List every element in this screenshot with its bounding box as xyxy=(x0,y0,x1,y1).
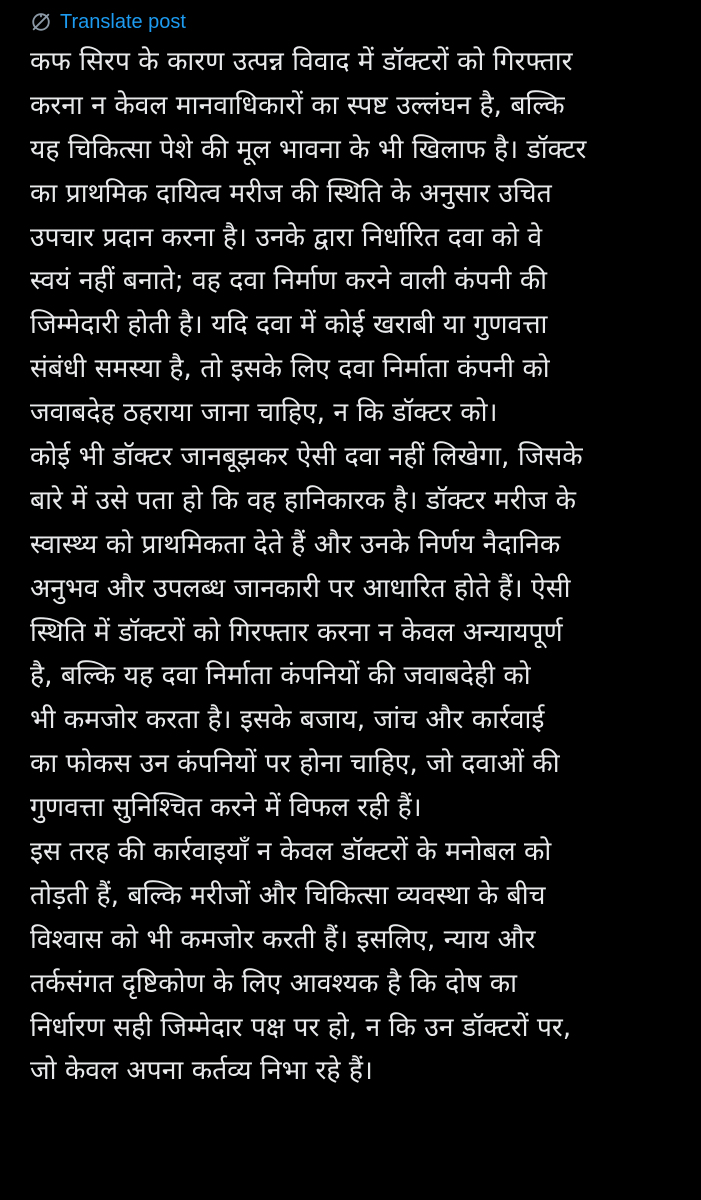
post-text-line: अनुभव और उपलब्ध जानकारी पर आधारित होते हैं। ऐसी xyxy=(30,572,571,604)
translate-post-link[interactable] xyxy=(30,8,186,36)
post-text-line: तर्कसंगत दृष्टिकोण के लिए आवश्यक है कि दोष का xyxy=(30,967,517,999)
post-text-line: स्वास्थ्य को प्राथमिकता देते हैं और उनके निर्णय नैदानिक xyxy=(30,528,561,560)
globe-icon xyxy=(30,11,52,33)
post-text-line: है, बल्कि यह दवा निर्माता कंपनियों की जवाबदेही को xyxy=(30,660,531,692)
post-text-line: स्थिति में डॉक्टरों को गिरफ्तार करना न केवल अन्यायपूर्ण xyxy=(30,616,563,648)
translate-post-label: Translate post xyxy=(60,11,186,33)
post-text-line: का प्राथमिक दायित्व मरीज की स्थिति के अनुसार उचित xyxy=(30,177,552,209)
post-text-line: कोई भी डॉक्टर जानबूझकर ऐसी दवा नहीं लिखेगा, जिसके xyxy=(30,441,583,473)
post-text-line: संबंधी समस्या है, तो इसके लिए दवा निर्माता कंपनी को xyxy=(30,353,550,385)
post-text-line: निर्धारण सही जिम्मेदार पक्ष पर हो, न कि उन डॉक्टरों पर, xyxy=(30,1011,572,1043)
post-text-line: जवाबदेह ठहराया जाना चाहिए, न कि डॉक्टर को। xyxy=(30,397,498,429)
post-text-line: इस तरह की कार्रवाइयाँ न केवल डॉक्टरों के मनोबल को xyxy=(30,836,552,868)
post-text-line: का फोकस उन कंपनियों पर होना चाहिए, जो दवाओं की xyxy=(30,748,560,780)
post-text-line: तोड़ती हैं, बल्कि मरीजों और चिकित्सा व्यवस्था के बीच xyxy=(30,879,546,911)
post-text xyxy=(30,40,694,1093)
post-text-line: बारे में उसे पता हो कि वह हानिकारक है। डॉक्टर मरीज के xyxy=(30,484,577,516)
post-text-line: गुणवत्ता सुनिश्चित करने में विफल रही हैं। xyxy=(30,792,422,824)
post-text-line: जो केवल अपना कर्तव्य निभा रहे हैं। xyxy=(30,1055,373,1087)
post-text-line: यह चिकित्सा पेशे की मूल भावना के भी खिलाफ है। डॉक्टर xyxy=(30,133,587,165)
post-text-line: विश्वास को भी कमजोर करती हैं। इसलिए, न्याय और xyxy=(30,923,536,955)
post-text-line: कफ सिरप के कारण उत्पन्न विवाद में डॉक्टरों को गिरफ्तार xyxy=(30,46,573,77)
post-text-line: स्वयं नहीं बनाते; वह दवा निर्माण करने वाली कंपनी की xyxy=(30,265,548,297)
post-text-line: करना न केवल मानवाधिकारों का स्पष्ट उल्लंघन है, बल्कि xyxy=(30,89,565,121)
post-text-line: भी कमजोर करता है। इसके बजाय, जांच और कार्रवाई xyxy=(30,704,545,736)
post-text-line: जिम्मेदारी होती है। यदि दवा में कोई खराबी या गुणवत्ता xyxy=(30,309,548,341)
post-text-line: उपचार प्रदान करना है। उनके द्वारा निर्धारित दवा को वे xyxy=(30,221,543,253)
